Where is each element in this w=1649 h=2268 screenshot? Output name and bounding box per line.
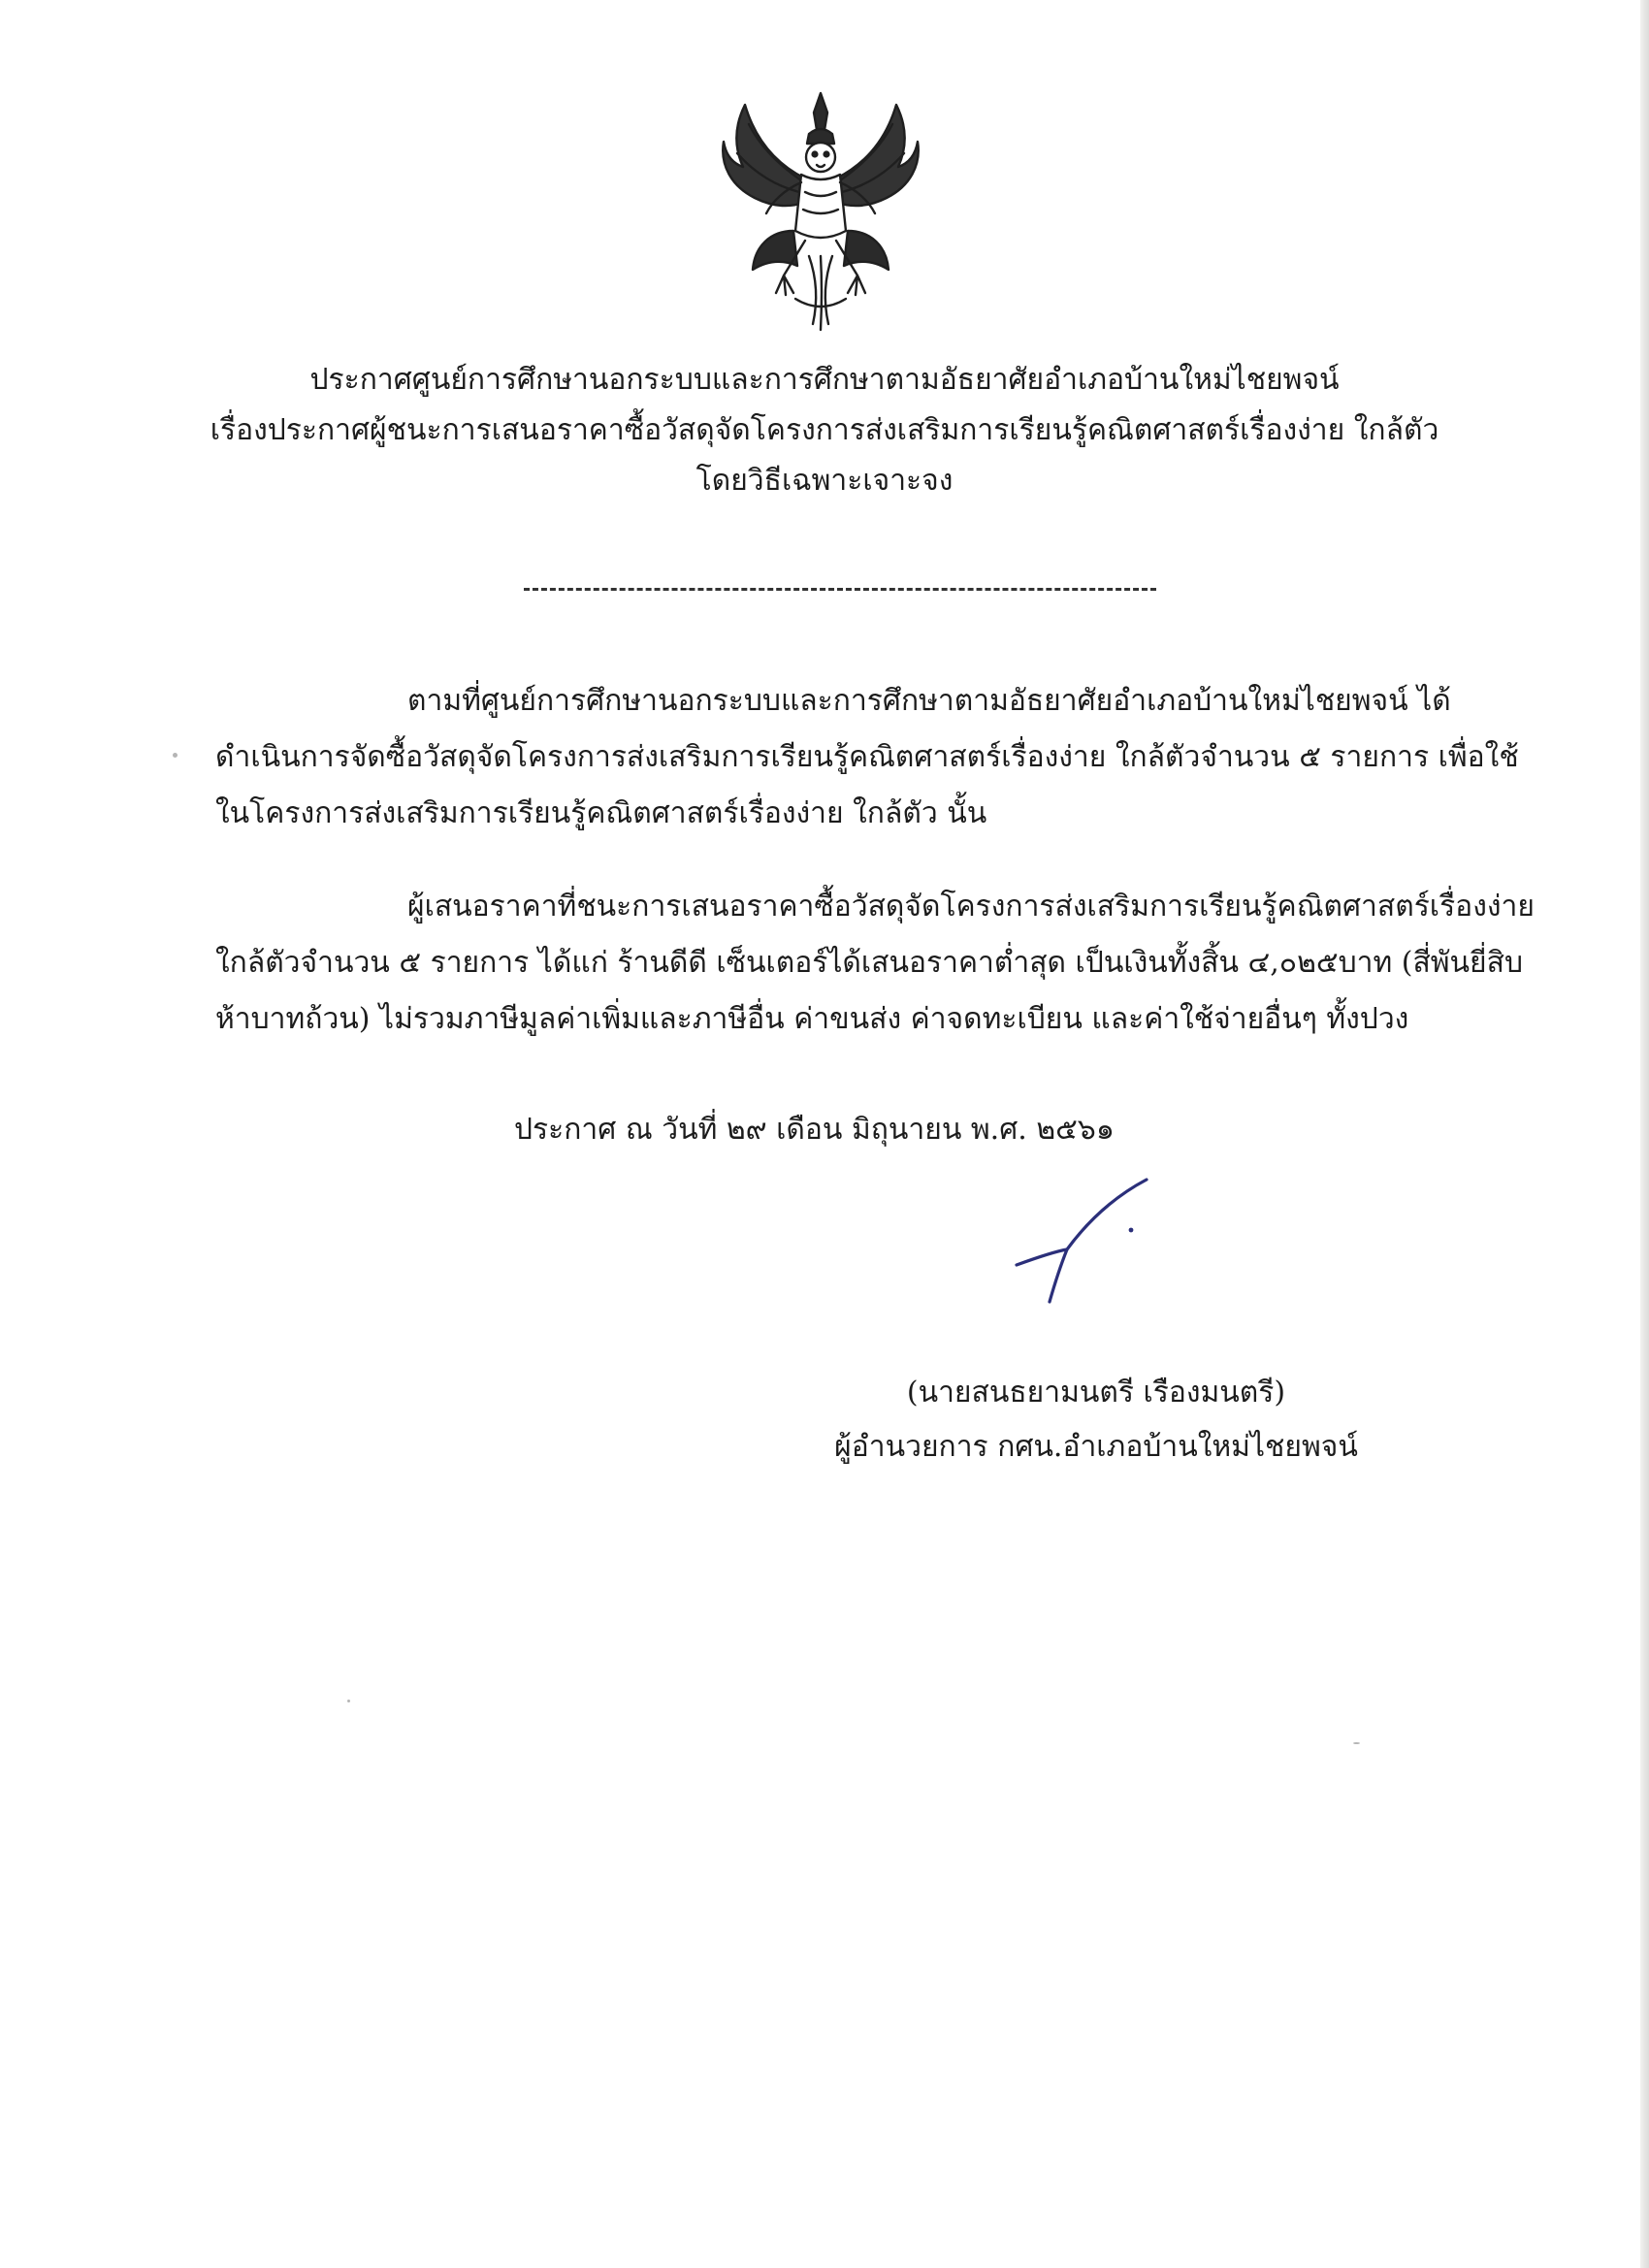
- signer-title: ผู้อำนวยการ กศน.อำเภอบ้านใหม่ไชยพจน์: [834, 1430, 1358, 1464]
- garuda-emblem-icon: [716, 85, 925, 340]
- signer-name: (นายสนธยามนตรี เรืองมนตรี): [906, 1376, 1286, 1409]
- header-title-line: ประกาศศูนย์การศึกษานอกระบบและการศึกษาตามอัธยาศัยอำเภอบ้านใหม่ไชยพจน์: [309, 363, 1340, 397]
- page-edge-shadow: [1640, 0, 1649, 2268]
- paragraph-2: [215, 879, 1535, 1048]
- paragraph-1: [215, 673, 1519, 842]
- dashed-separator: [524, 588, 1156, 591]
- scan-speck: [173, 753, 178, 758]
- paragraph-line: ดำเนินการจัดซื้อวัสดุจัดโครงการส่งเสริมการเรียนรู้คณิตศาสตร์เรื่องง่าย ใกล้ตัวจำนวน ๕ รายการ เพื่อใช้: [215, 740, 1519, 774]
- signer-block: [824, 1366, 1368, 1474]
- header-method-line: โดยวิธีเฉพาะเจาะจง: [695, 464, 954, 498]
- announcement-date: ประกาศ ณ วันที่ ๒๙ เดือน มิถุนายน พ.ศ. ๒๕๖๑: [514, 1113, 1115, 1147]
- scan-speck: [347, 1700, 350, 1702]
- scan-speck: [1353, 1742, 1360, 1744]
- paragraph-line: ห้าบาทถ้วน) ไม่รวมภาษีมูลค่าเพิ่มและภาษีอื่น ค่าขนส่ง ค่าจดทะเบียน และค่าใช้จ่ายอื่นๆ ทั้งปวง: [215, 1002, 1409, 1036]
- announcement-header: [194, 355, 1455, 506]
- paragraph-line: ใกล้ตัวจำนวน ๕ รายการ ได้แก่ ร้านดีดี เซ็นเตอร์ได้เสนอราคาต่ำสุด เป็นเงินทั้งสิ้น ๔,๐๒๕บาท (สี่พันยี่สิบ: [215, 946, 1523, 980]
- header-subject-line: เรื่องประกาศผู้ชนะการเสนอราคาซื้อวัสดุจัดโครงการส่งเสริมการเรียนรู้คณิตศาสตร์เรื่องง่าย ใกล้ตัว: [210, 413, 1439, 447]
- paragraph-line: ผู้เสนอราคาที่ชนะการเสนอราคาซื้อวัสดุจัดโครงการส่งเสริมการเรียนรู้คณิตศาสตร์เรื่องง่าย: [407, 890, 1535, 923]
- paragraph-line: ตามที่ศูนย์การศึกษานอกระบบและการศึกษาตามอัธยาศัยอำเภอบ้านใหม่ไชยพจน์ ได้: [407, 684, 1451, 718]
- handwritten-signature-icon: [999, 1174, 1164, 1310]
- paragraph-line: ในโครงการส่งเสริมการเรียนรู้คณิตศาสตร์เรื่องง่าย ใกล้ตัว นั้น: [215, 796, 987, 830]
